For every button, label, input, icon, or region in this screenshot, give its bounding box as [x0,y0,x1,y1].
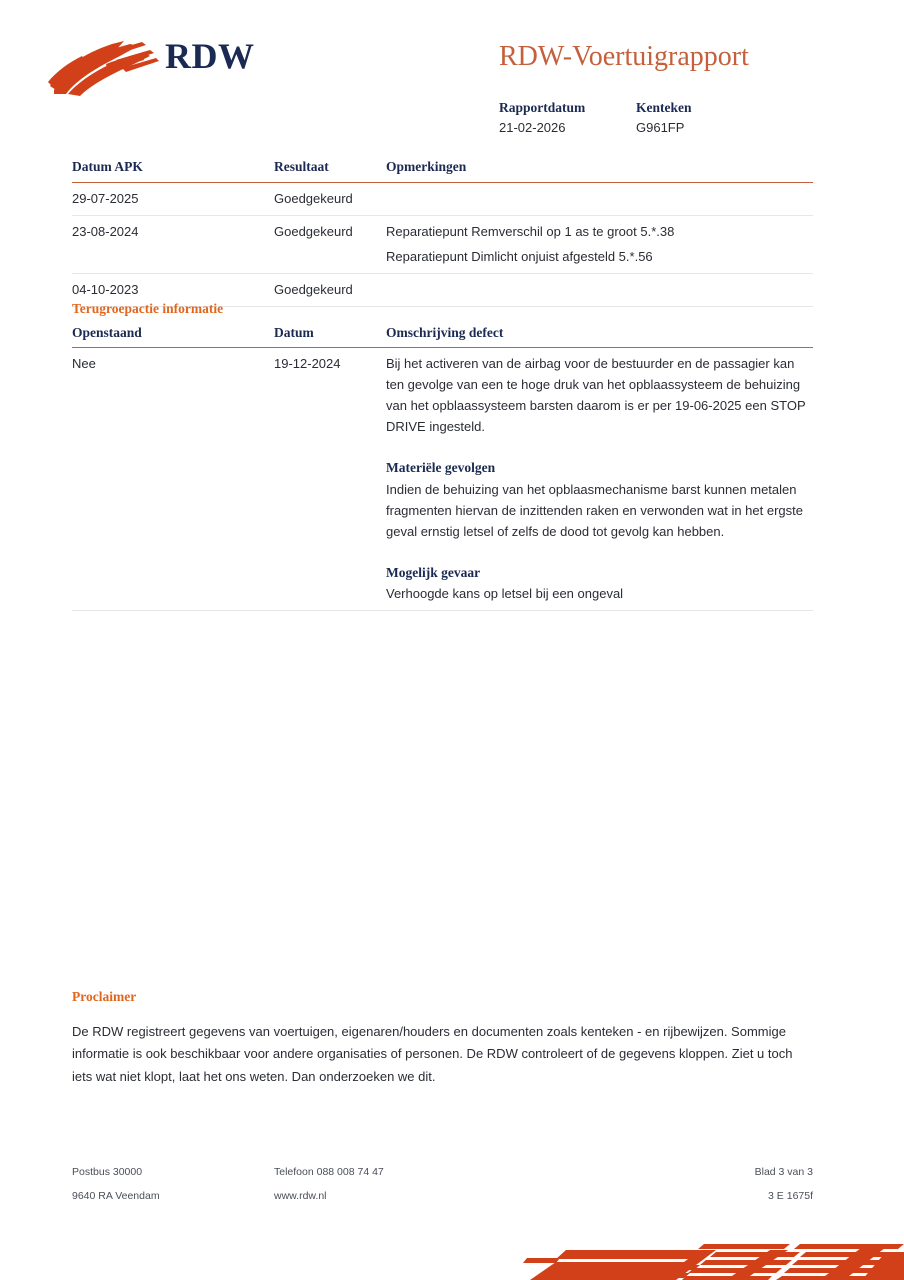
rdw-wordmark: RDW [165,36,255,76]
recall-open-value: Nee [72,348,274,611]
report-date-value: 21-02-2026 [499,119,566,135]
licence-plate-label: Kenteken [636,100,692,115]
recall-col-description: Omschrijving defect [386,324,813,348]
table-row [72,215,813,273]
apk-result-value: Goedgekeurd [274,182,386,215]
report-date-label: Rapportdatum [499,100,586,115]
apk-col-result: Resultaat [274,158,386,182]
footer-city: 9640 RA Veendam [72,1190,160,1202]
licence-plate-field [636,98,773,137]
report-date-field [499,98,636,137]
apk-table-body [72,182,813,306]
recall-section [72,300,813,611]
apk-remark-line: Reparatiepunt Dimlicht onjuist afgesteld 5.*.56 [386,248,653,264]
apk-result-value: Goedgekeurd [274,273,386,306]
apk-date-value: 23-08-2024 [72,215,274,273]
apk-date-value: 29-07-2025 [72,182,274,215]
table-row [72,182,813,215]
header-meta [499,98,773,137]
footer-postbus: Postbus 30000 [72,1166,143,1178]
apk-col-remarks: Opmerkingen [386,158,813,182]
footer-stripe-graphic [0,1210,904,1280]
apk-result-value: Goedgekeurd [274,215,386,273]
recall-table [72,324,813,611]
apk-remarks-value [386,182,813,215]
recall-table-header-row [72,324,813,348]
footer-form-code: 3 E 1675f [768,1190,813,1202]
recall-danger-heading: Mogelijk gevaar [386,564,481,580]
footer-website[interactable]: www.rdw.nl [274,1190,327,1202]
licence-plate-value: G961FP [636,119,685,135]
recall-col-open: Openstaand [72,324,274,348]
recall-heading: Terugroepactie informatie [72,301,224,316]
recall-col-date: Datum [274,324,386,348]
footer-phone: Telefoon 088 008 74 47 [274,1166,384,1178]
proclaimer-heading: Proclaimer [72,989,137,1004]
apk-remarks-value [386,215,813,273]
recall-danger-text: Verhoogde kans op letsel bij een ongeval [386,585,624,601]
apk-col-date: Datum APK [72,158,274,182]
apk-table-header-row [72,158,813,182]
apk-table [72,158,813,307]
document-header [0,0,904,150]
recall-table-row [72,348,813,611]
footer-row-top [72,1167,813,1191]
recall-description-cell [386,348,813,611]
recall-defect-text: Bij het activeren van de airbag voor de bestuurder en de passagier kan ten gevolge van een te hoge druk van het opblaassysteem de behuizing van het opblaassysteem barsten daarom is er per 19-06-2025 een STOP DRIVE ingesteld. [386,356,806,435]
recall-material-text: Indien de behuizing van het opblaasmechanisme barst kunnen metalen fragmenten hiervan de inzittenden raken en verwonden wat in het ergste geval ernstig letsel of zelfs de dood tot gevolg kan hebben. [386,481,803,539]
footer-page-number: Blad 3 van 3 [754,1166,813,1178]
proclaimer-text: De RDW registreert gegevens van voertuigen, eigenaren/houders en documenten zoals kenteken - en rijbewijzen. Sommige informatie is ook beschikbaar voor andere organisaties of personen. De RDW controleert of de gegevens kloppen. Ziet u toch iets wat niet klopt, laat het ons weten. Dan onderzoeken we dit. [72,1023,793,1084]
recall-date-value: 19-12-2024 [274,348,386,611]
rdw-logo-icon [46,36,164,98]
proclaimer-section [72,988,813,1088]
apk-date-value: 04-10-2023 [72,273,274,306]
document-footer [72,1167,813,1215]
page-title: RDW-Voertuigrapport [499,41,749,72]
apk-section [72,158,813,307]
recall-material-heading: Materiële gevolgen [386,460,496,476]
apk-remark-line: Reparatiepunt Remverschil op 1 as te groot 5.*.38 [386,223,675,239]
